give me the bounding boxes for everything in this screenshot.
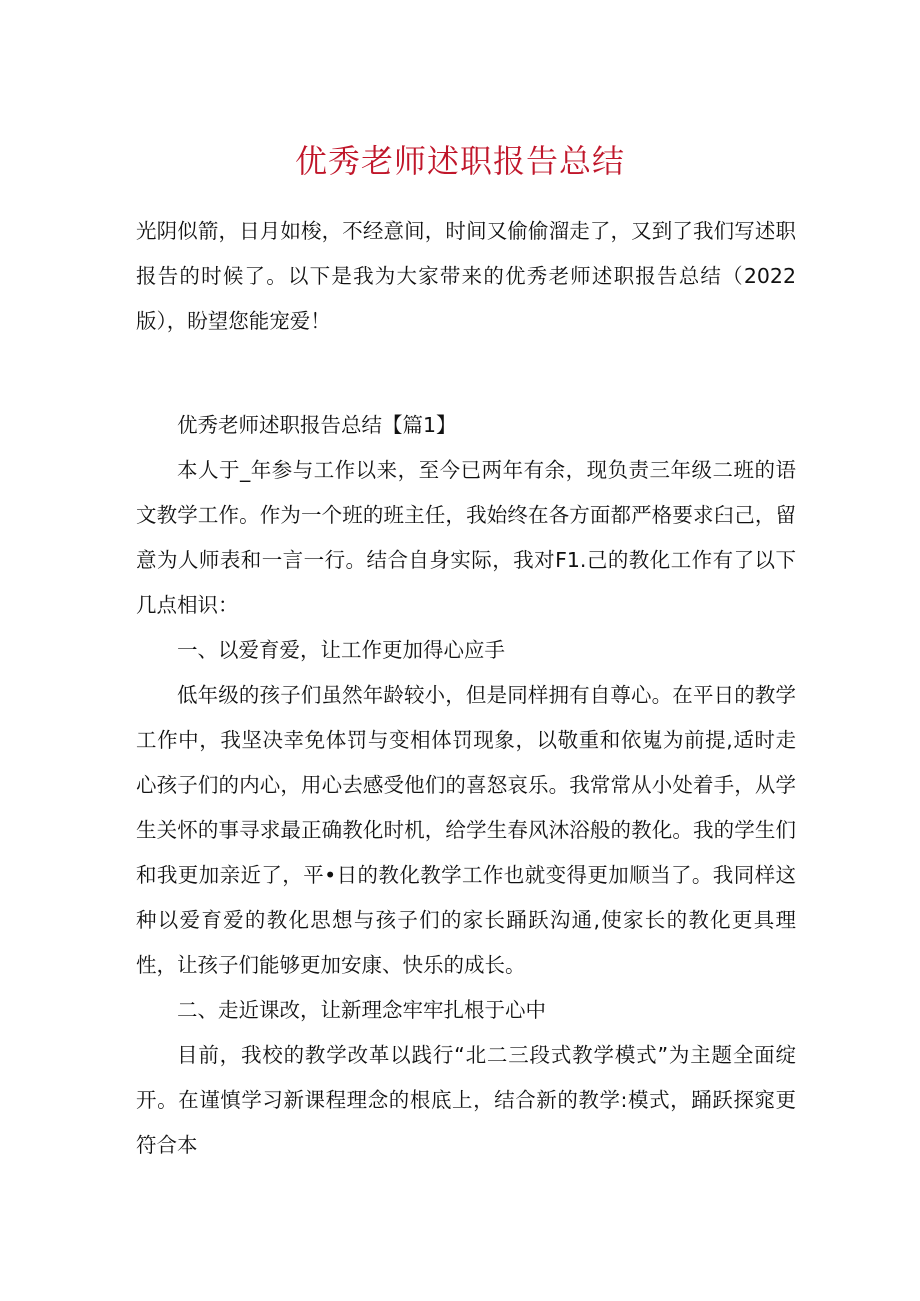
subheading-2: 二、走近课改，让新理念牢牢扎根于心中 <box>177 998 546 1022</box>
content-block <box>136 403 796 1168</box>
document-title: 优秀老师述职报告总结 <box>294 142 625 180</box>
intro-block <box>136 209 796 344</box>
body-paragraph: 低年级的孩子们虽然年龄较小，但是同样拥有自尊心。在平日的教学工作中，我坚决幸免体罚与变相体罚现象，以敬重和依嵬为前提,适时走心孩子们的内心，用心去感受他们的喜怒哀乐。我常常从小处着手，从学生关怀的事寻求最正确教化时机，给学生春风沐浴般的教化。我的学生们和我更加亲近了，平•日的教化教学工作也就变得更加顺当了。我同样这种以爱育爱的教化思想与孩子们的家长踊跃沟通,使家长的教化更具理性，让孩子们能够更加安康、快乐的成长。 <box>136 683 796 977</box>
intro-paragraph: 光阴似箭，日月如梭，不经意间，时间又偷偷溜走了，又到了我们写述职报告的时候了。以下是我为大家带来的优秀老师述职报告总结（2022版），盼望您能宠爱！ <box>136 219 796 333</box>
body-paragraph: 目前，我校的教学改革以践行“北二三段式教学模式”为主题全面绽开。在谨慎学习新课程理念的根底上，结合新的教学:模式，踊跃探窕更符合本 <box>136 1043 796 1157</box>
subheading-1: 一、以爱育爱，让工作更加得心应手 <box>177 638 505 662</box>
section-title: 优秀老师述职报告总结【篇1】 <box>177 413 457 437</box>
body-paragraph: 本人于_年参与工作以来，至今已两年有余，现负责三年级二班的语文教学工作。作为一个班的班主任，我始终在各方面都严格要求臼己，留意为人师表和一言一行。结合自身实际，我对F1.己的教化工作有了以下几点相识： <box>136 458 796 617</box>
